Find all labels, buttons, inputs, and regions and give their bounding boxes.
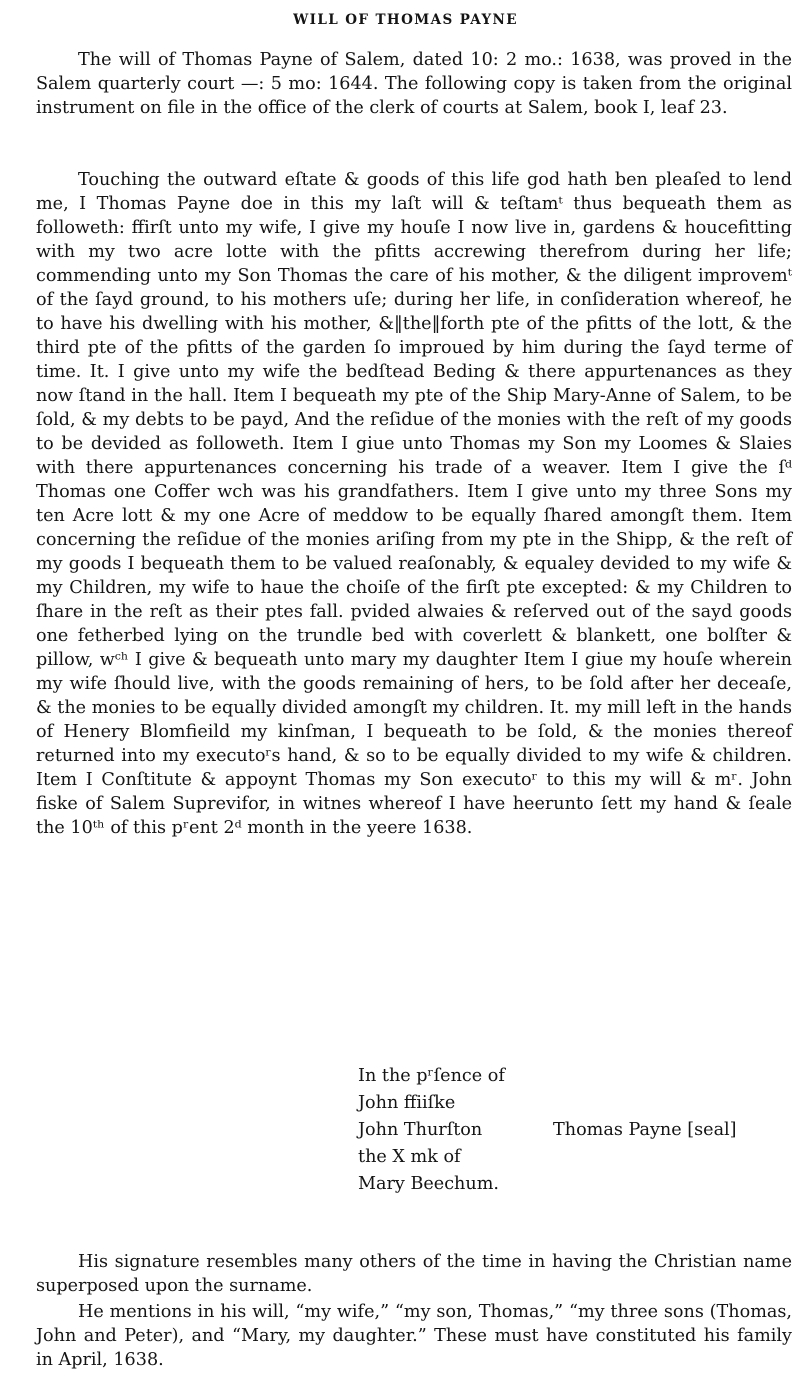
closing-paragraph: His signature resembles many others of the time in having the Christian name superposed upon the surname. xyxy=(36,1252,792,1296)
closing-section xyxy=(36,1250,792,1372)
witness-presence-line: In the pʳſence of xyxy=(358,1066,505,1086)
witness-name: John ffiiſke xyxy=(358,1093,456,1113)
closing-paragraph: He mentions in his will, “my wife,” “my son, Thomas,” “my three sons (Thomas, John and Peter), and “Mary, my daughter.” These must have constituted his family in April, 1638. xyxy=(36,1302,792,1370)
witness-block xyxy=(358,1063,798,1198)
witness-mark-line: the X mk of xyxy=(358,1147,461,1167)
witness-name: John Thurſton xyxy=(358,1120,483,1140)
witness-signature-row xyxy=(358,1117,798,1144)
will-text-paragraph: Touching the outward eſtate & goods of this life god hath ben pleaſed to lend me, I Thomas Payne doe in this my laſt will & teſtamᵗ thus bequeath them as followeth: ffirſt unto my wife, I give my houſe I now live in, gardens & houcefitting with my two acre lotte with the pfitts accrewing therefrom during her life; commending unto my Son Thomas the care of his mother, & the diligent improvemᵗ of the ſayd ground, to his mothers uſe; during her life, in conſideration whereof, he to have his dwelling with his mother, &‖the‖forth pte of the pfitts of the lott, & the third pte of the pfitts of the garden ſo improued by him during the ſayd terme of time. It. I give unto my wife the bedſtead Beding & there appurtenances as they now ſtand in the hall. Item I bequeath my pte of the Ship Mary-Anne of Salem, to be ſold, & my debts to be payd, And the reſidue of the monies with the reſt of my goods to be devided as followeth. Item I giue unto Thomas my Son my Loomes & Slaies with there appurtenances concerning his trade of a weaver. Item I give the ſᵈ Thomas one Coffer wch was his grandfathers. Item I give unto my three Sons my ten Acre lott & my one Acre of meddow to be equally ſhared amongſt them. Item concerning the reſidue of the monies ariſing from my pte in the Shipp, & the reſt of my goods I bequeath them to be valued reaſonably, & equaley devided to my wife & my Children, my wife to haue the choiſe of the firſt pte excepted: & my Children to ſhare in the reſt as their ptes fall. pvided alwaies & reſerved out of the sayd goods one fetherbed lying on the trundle bed with coverlett & blankett, one bolſter & pillow, wᶜʰ I give & bequeath unto mary my daughter Item I giue my houſe wherein my wife ſhould live, with the goods remaining of hers, to be ſold after her deceaſe, & the monies to be equally divided amongſt my children. It. my mill left in the hands of Henery Blomfieild my kinſman, I bequeath to be ſold, & the monies thereof returned into my executoʳs hand, & so to be equally divided to my wife & children. Item I Conſtitute & appoynt Thomas my Son executoʳ to this my will & mʳ. John fiske of Salem Suprevifor, in witnes whereof I have heerunto ſett my hand & ſeale the 10ᵗʰ of this pʳent 2ᵈ month in the yeere 1638. xyxy=(36,170,792,838)
intro-paragraph: The will of Thomas Payne of Salem, dated 10: 2 mo.: 1638, was proved in the Salem quarterly court —: 5 mo: 1644. The following copy is taken from the original instrument on file in the office of the clerk of courts at Salem, book I, leaf 23. xyxy=(36,50,792,118)
witness-name: Mary Beechum. xyxy=(358,1174,499,1194)
will-transcription xyxy=(36,168,792,840)
testator-signature: Thomas Payne [seal] xyxy=(553,1120,737,1140)
running-title: WILL OF THOMAS PAYNE xyxy=(293,12,518,28)
intro-section xyxy=(36,48,792,120)
